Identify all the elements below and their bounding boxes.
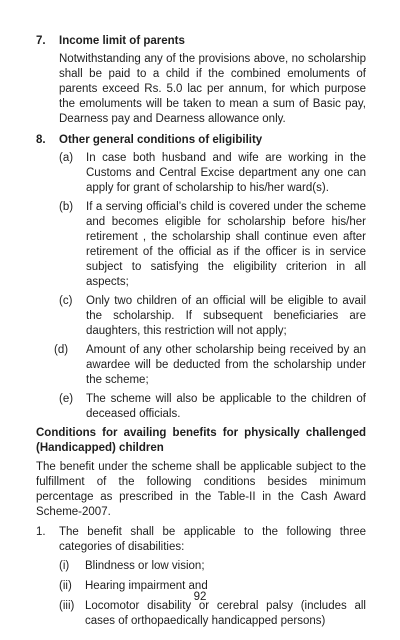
section-8-heading — [36, 133, 366, 148]
page-content — [36, 34, 366, 634]
item-text: In case both husband and wife are working in the Customs and Central Excise department any one can apply for grant of scholarship to his/her ward(s). — [86, 152, 366, 194]
sub-item-text: Blindness or low vision; — [85, 560, 205, 572]
item-label: (d) — [54, 344, 69, 356]
conditions-heading: Conditions for availing benefits for physically challenged (Handicapped) children — [36, 427, 366, 454]
sub-item-text: Hearing impairment and — [85, 580, 208, 592]
list-item — [54, 343, 366, 388]
list-item — [59, 200, 366, 290]
item-text: The benefit shall be applicable to the following three categories of disabilities: — [59, 526, 366, 553]
sub-item-label: (iii) — [59, 600, 75, 612]
section-title: Other general conditions of eligibility — [59, 134, 263, 146]
sub-item-label: (ii) — [59, 580, 72, 592]
list-item — [59, 392, 366, 422]
item-number: 1. — [36, 526, 46, 538]
sub-item-text: Locomotor disability or cerebral palsy (includes all cases of orthopaedically handicapped persons) — [85, 600, 366, 627]
section-number: 7. — [36, 35, 46, 47]
item-text: Only two children of an official will be eligible to avail the scholarship. If subsequent beneficiaries are daughters, this restriction will not apply; — [86, 295, 366, 337]
item-label: (a) — [59, 152, 74, 164]
list-item — [59, 294, 366, 339]
item-text: If a serving official’s child is covered under the scheme and becomes eligible for scholarship before his/her retirement , the scholarship shall continue even after retirement of the official as if the officer is in service subject to satisfying the eligibility criterion in all aspects; — [86, 201, 366, 288]
sub-item — [59, 559, 366, 574]
sub-item-label: (i) — [59, 560, 70, 572]
item-label: (b) — [59, 201, 74, 213]
section-7-text: Notwithstanding any of the provisions above, no scholarship shall be paid to a child if the combined emoluments of parents exceed Rs. 5.0 lac per annum, for which purpose the emoluments will be taken to mean a sum of Basic pay, Dearness pay and Dearness allowance only. — [59, 53, 366, 125]
item-label: (c) — [59, 295, 73, 307]
numbered-item — [36, 525, 366, 555]
item-text: The scheme will also be applicable to the children of deceased officials. — [86, 393, 366, 420]
page-number: 92 — [193, 591, 207, 603]
conditions-intro: The benefit under the scheme shall be applicable subject to the fulfillment of the following conditions besides minimum percentage as prescribed in the Table-II in the Cash Award Scheme-2007. — [36, 461, 366, 518]
list-item — [59, 151, 366, 196]
section-7-heading — [36, 34, 366, 49]
section-title: Income limit of parents — [59, 35, 185, 47]
section-number: 8. — [36, 134, 46, 146]
item-label: (e) — [59, 393, 74, 405]
item-text: Amount of any other scholarship being received by an awardee will be deducted from the scholarship under the scheme; — [86, 344, 366, 386]
